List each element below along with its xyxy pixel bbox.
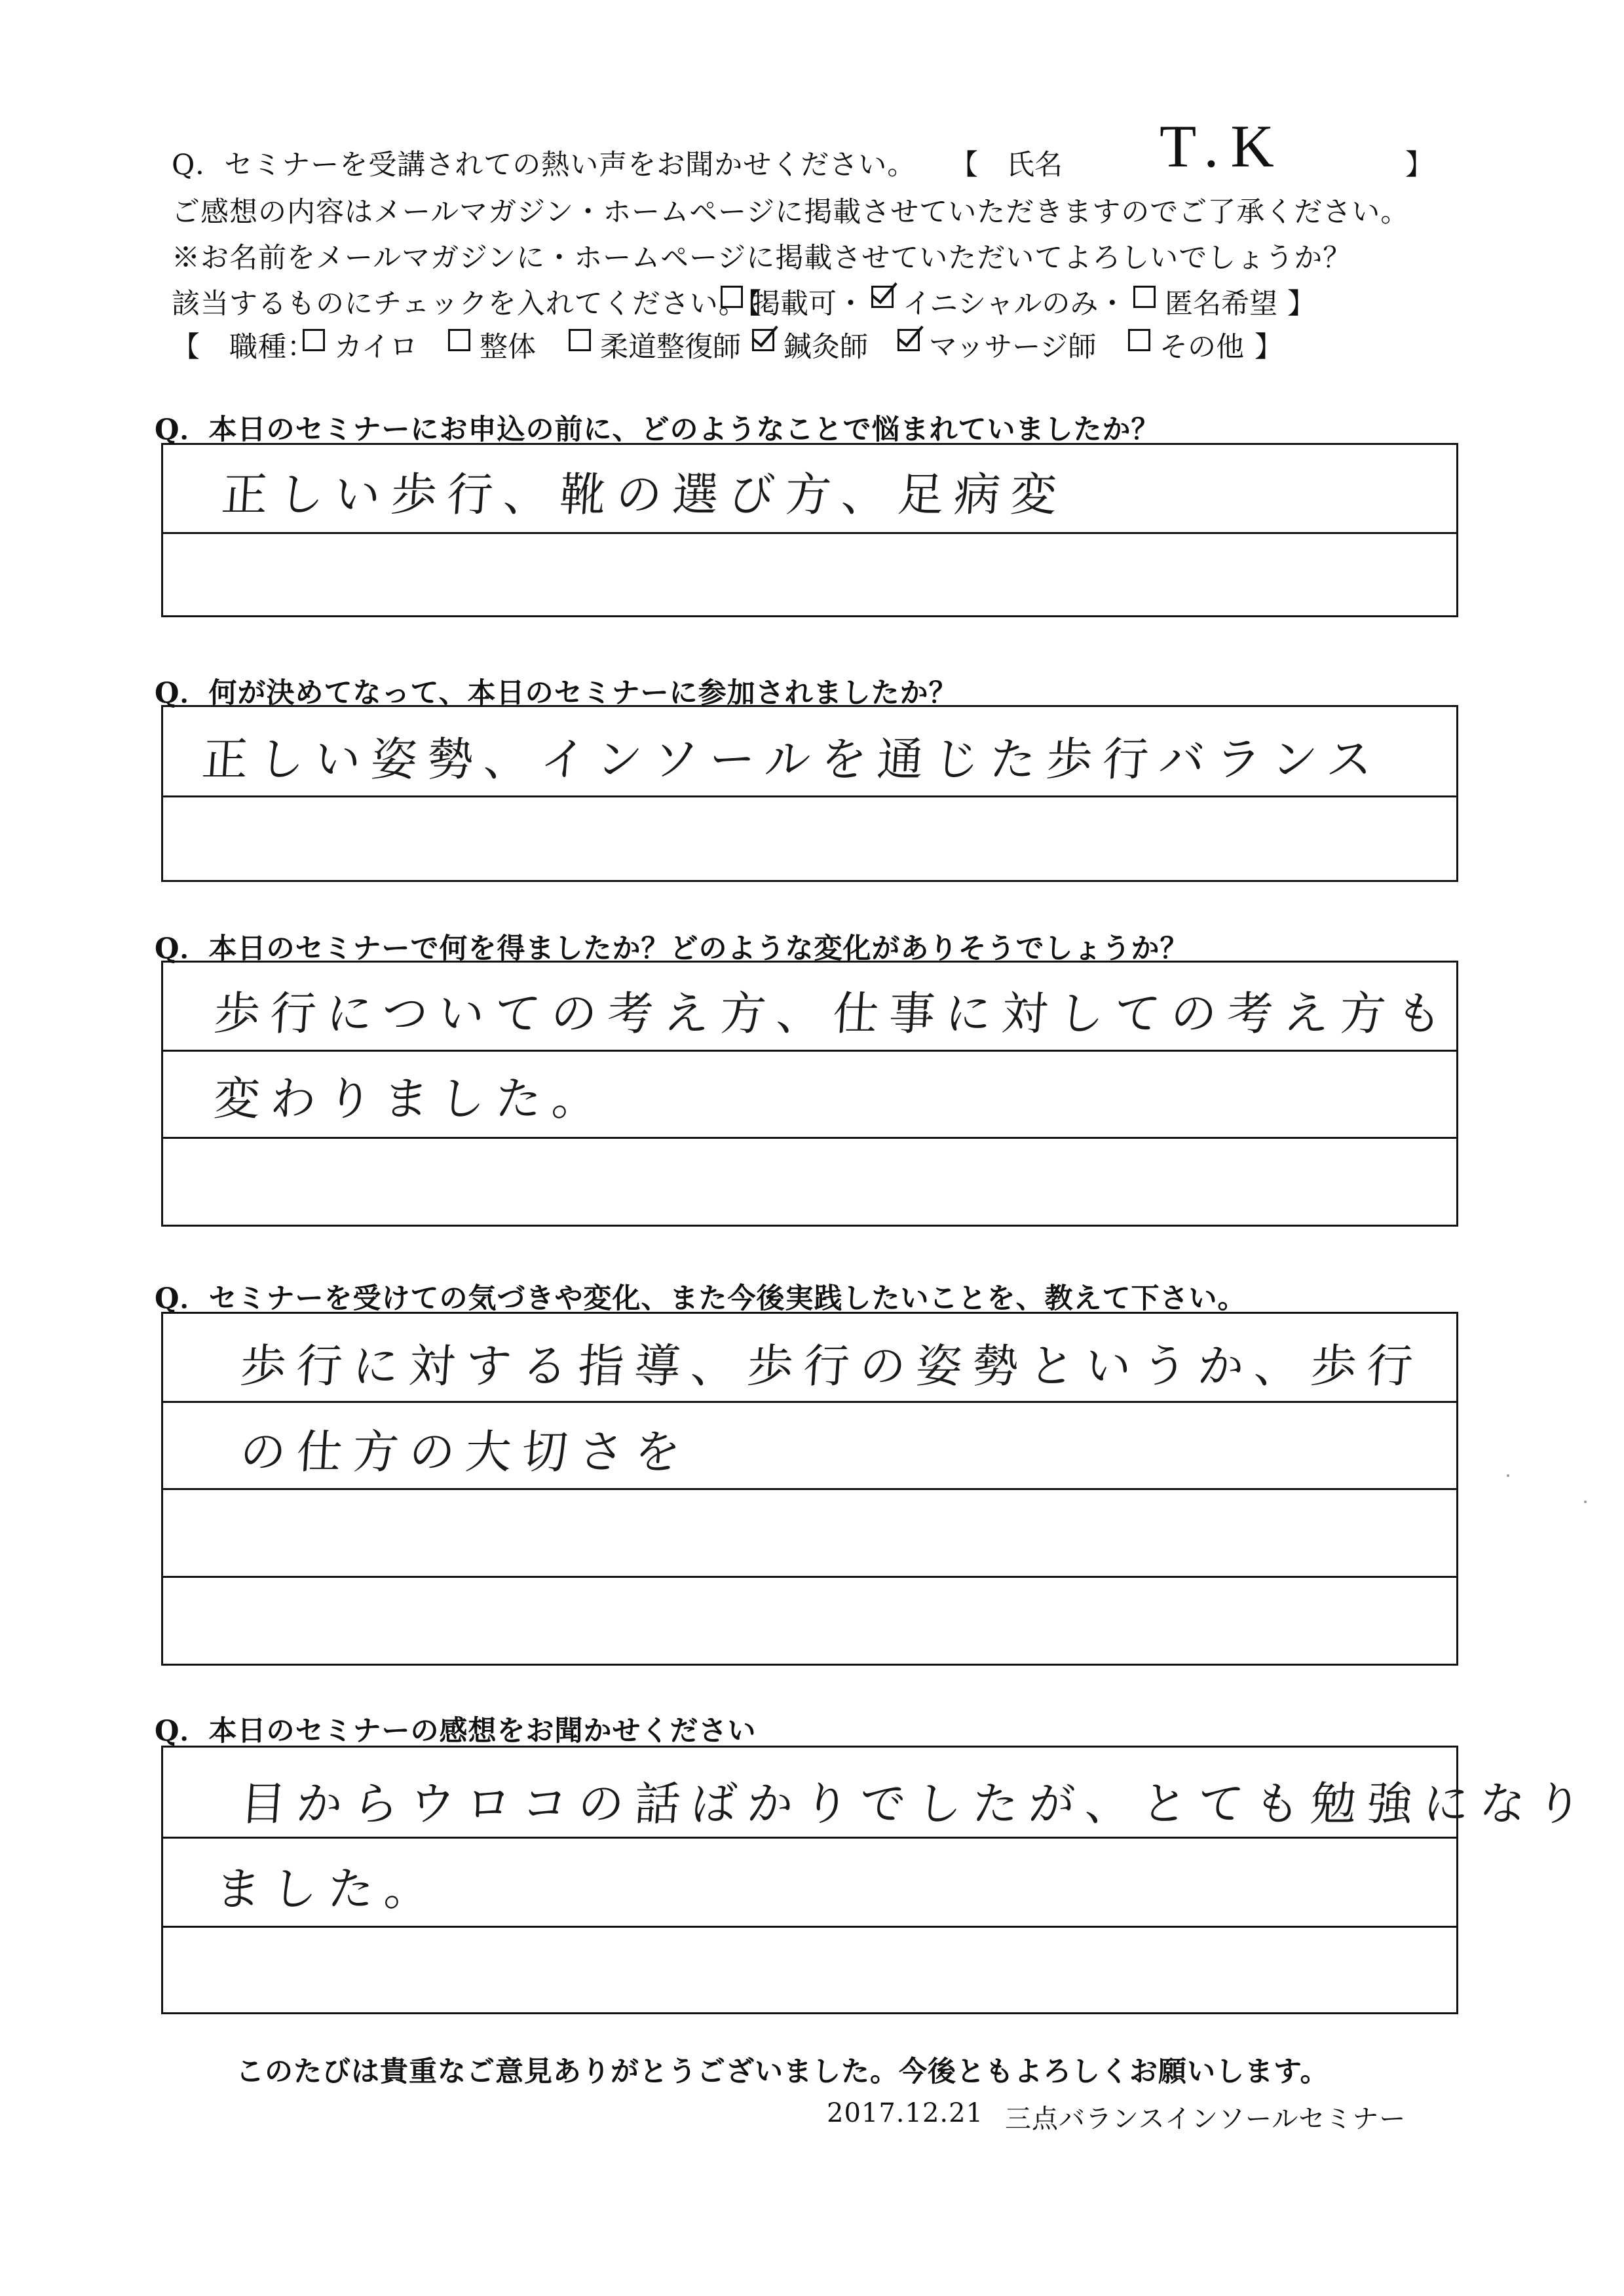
answer-box-3[interactable] bbox=[161, 961, 1458, 1227]
name-close-bracket: 】 bbox=[1405, 149, 1433, 182]
name-value: T.K bbox=[1160, 113, 1286, 180]
scan-speck bbox=[1507, 1474, 1509, 1477]
name-label: 【 氏名 bbox=[950, 149, 1063, 182]
answer-box-5[interactable] bbox=[161, 1746, 1595, 2014]
answer-5-line-1: 目からウロコの話ばかりでしたが、とても勉強になり bbox=[238, 1777, 1595, 1831]
consent-label-publish: 掲載可・ bbox=[752, 288, 865, 320]
footer-date: 2017.12.21 bbox=[827, 2098, 984, 2128]
job-checkbox-chiro[interactable] bbox=[303, 329, 325, 351]
notice-line-2: ※お名前をメールマガジンに・ホームページに掲載させていただいてよろしいでしょうか？ bbox=[172, 242, 1352, 275]
answer-4-line-2: の仕方の大切さを bbox=[238, 1425, 693, 1479]
job-checkbox-acupuncture[interactable] bbox=[752, 329, 774, 351]
question-4: Q．セミナーを受けての気づきや変化、また今後実践したいことを、教えて下さい。 bbox=[155, 1282, 1247, 1315]
job-close-bracket: 】 bbox=[1255, 331, 1283, 364]
consent-checkbox-anonymous[interactable] bbox=[1133, 286, 1156, 308]
job-checkbox-judo[interactable] bbox=[569, 329, 591, 351]
answer-box-2[interactable] bbox=[161, 705, 1458, 882]
question-5: Q．本日のセミナーの感想をお聞かせください bbox=[155, 1715, 757, 1748]
answer-3-line-1: 歩行についての考え方、仕事に対しての考え方も bbox=[212, 987, 1455, 1041]
consent-close-bracket: 】 bbox=[1287, 288, 1315, 320]
job-lead: 【 職種： bbox=[172, 331, 316, 364]
intro-question: Q．セミナーを受講されての熱い声をお聞かせください。 bbox=[172, 149, 916, 182]
consent-lead: 該当するものにチェックを入れてください。【 bbox=[172, 288, 763, 320]
job-label-chiro: カイロ bbox=[334, 331, 418, 364]
job-label-other: その他 bbox=[1160, 331, 1244, 364]
job-checkbox-other[interactable] bbox=[1128, 329, 1150, 351]
job-checkbox-seitai[interactable] bbox=[448, 329, 470, 351]
job-checkbox-massage[interactable] bbox=[897, 329, 920, 351]
question-2: Q．何が決めてなって、本日のセミナーに参加されましたか？ bbox=[155, 677, 958, 710]
answer-4-line-1: 歩行に対する指導、歩行の姿勢というか、歩行 bbox=[238, 1339, 1426, 1393]
job-label-seitai: 整体 bbox=[480, 331, 536, 364]
footer-seminar-name: 三点バランスインソールセミナー bbox=[1005, 2104, 1407, 2134]
answer-box-4[interactable] bbox=[161, 1312, 1458, 1666]
consent-checkbox-initials[interactable] bbox=[871, 286, 894, 308]
answer-2-line-1: 正しい姿勢、インソールを通じた歩行バランス bbox=[200, 733, 1385, 786]
answer-1-line-1: 正しい歩行、靴の選び方、足病変 bbox=[219, 468, 1069, 522]
footer-thanks: このたびは貴重なご意見ありがとうございました。今後ともよろしくお願いします。 bbox=[236, 2056, 1329, 2088]
job-label-judo: 柔道整復師 bbox=[600, 331, 741, 364]
consent-checkbox-publish[interactable] bbox=[721, 286, 743, 308]
consent-label-anonymous: 匿名希望 bbox=[1165, 288, 1277, 320]
question-3: Q．本日のセミナーで何を得ましたか？どのような変化がありそうでしょうか？ bbox=[155, 932, 1189, 965]
job-label-acupuncture: 鍼灸師 bbox=[784, 331, 868, 364]
answer-box-1[interactable] bbox=[161, 443, 1458, 617]
consent-label-initials: イニシャルのみ・ bbox=[903, 288, 1127, 320]
answer-3-line-2: 変わりました。 bbox=[212, 1072, 611, 1126]
notice-line-1: ご感想の内容はメールマガジン・ホームページに掲載させていただきますのでご了承ください。 bbox=[172, 196, 1410, 229]
job-label-massage: マッサージ師 bbox=[929, 331, 1097, 364]
question-1: Q．本日のセミナーにお申込の前に、どのようなことで悩まれていましたか？ bbox=[155, 413, 1160, 446]
answer-5-line-2: ました。 bbox=[213, 1862, 443, 1916]
scan-speck bbox=[1584, 1501, 1587, 1503]
